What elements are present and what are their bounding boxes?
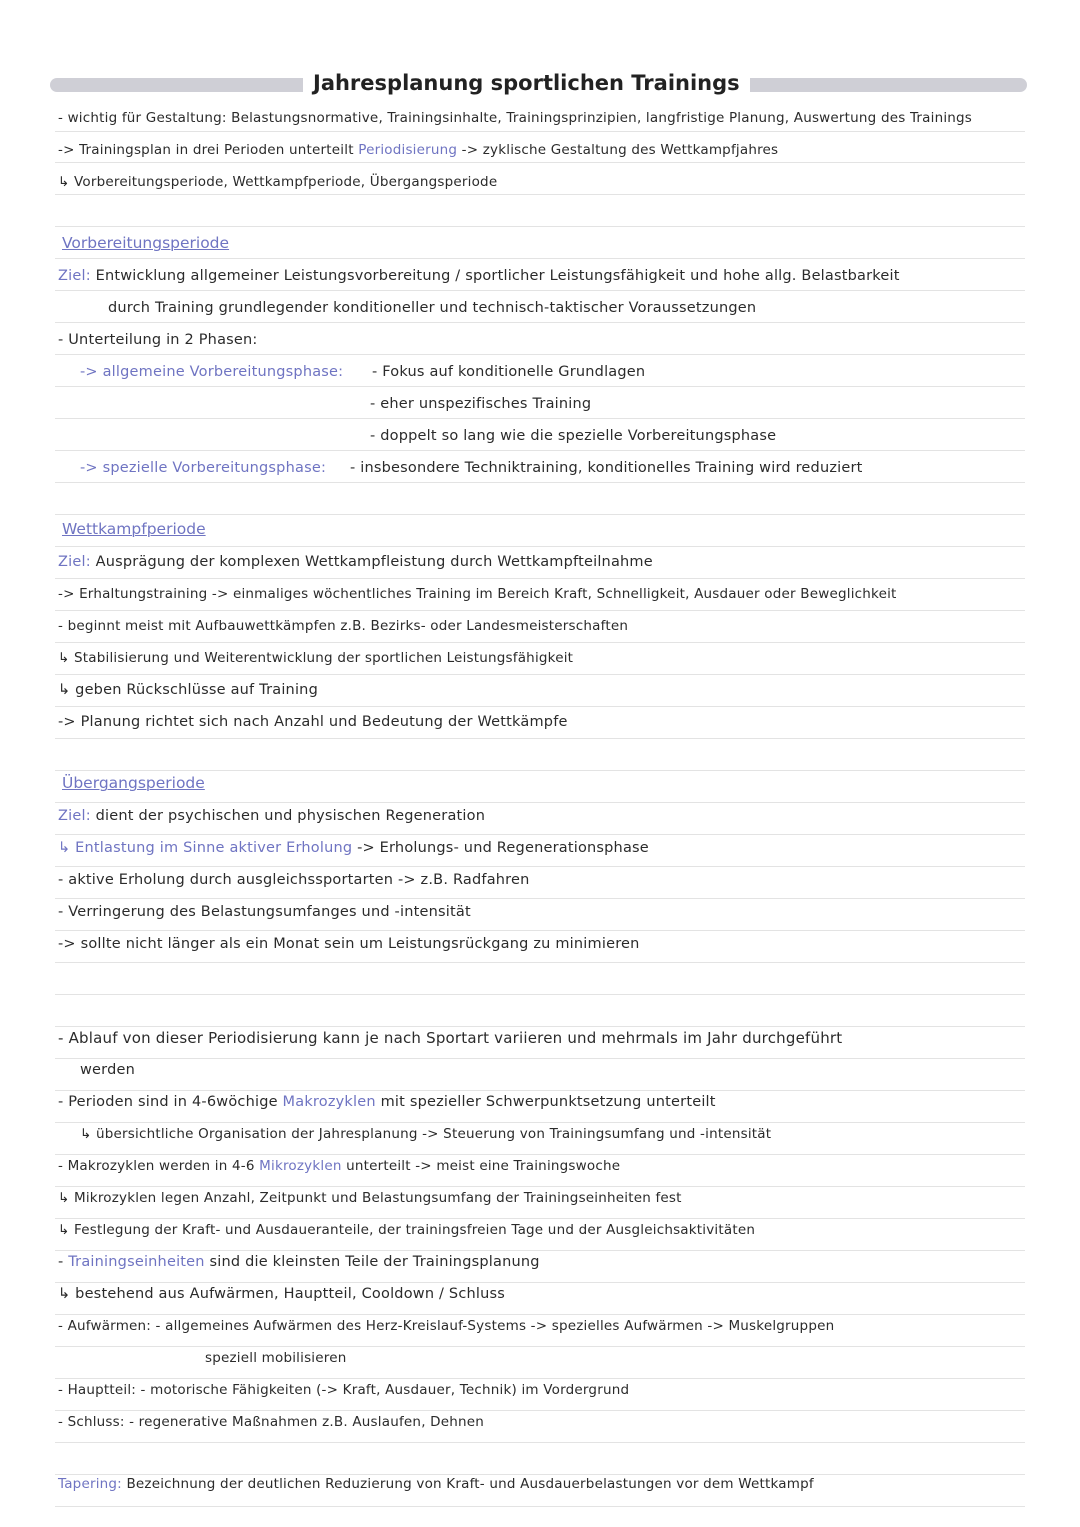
ablauf-line-8 [58, 1252, 540, 1272]
intro-line-2-tail: -> zyklische Gestaltung des Wettkampfjahres [461, 142, 779, 158]
heading-wettkampfperiode: Wettkampfperiode [62, 520, 206, 538]
ablauf-line-10: - Aufwärmen: - allgemeines Aufwärmen des Herz-Kreislauf-Systems -> spezielles Aufwärmen -> Muskelgruppen [58, 1318, 835, 1334]
vorbereitung-unterteilung: - Unterteilung in 2 Phasen: [58, 332, 258, 348]
page-title: Jahresplanung sportlichen Trainings [303, 68, 750, 98]
intro-line-2-text: -> Trainingsplan in drei Perioden unterteilt [58, 142, 354, 158]
entlastung-tail: -> Erholungs- und Regenerationsphase [357, 840, 649, 856]
ablauf-line-12: - Hauptteil: - motorische Fähigkeiten (-> Kraft, Ausdauer, Technik) im Vordergrund [58, 1382, 630, 1398]
uebergang-ziel [58, 806, 485, 826]
wettkampf-line-4: ↳ geben Rückschlüsse auf Training [58, 682, 318, 698]
heading-uebergangsperiode: Übergangsperiode [62, 774, 205, 792]
periodisierung-term: Periodisierung [358, 142, 458, 158]
heading-vorbereitungsperiode: Vorbereitungsperiode [62, 234, 230, 252]
ablauf-line-3 [58, 1092, 716, 1112]
allgemeine-phase-label: -> allgemeine Vorbereitungsphase: [80, 364, 344, 380]
wettkampf-ziel-text: Ausprägung der komplexen Wettkampfleistung durch Wettkampfteilnahme [95, 554, 653, 570]
ziel-label: Ziel: [58, 808, 91, 824]
wettkampf-line-3: ↳ Stabilisierung und Weiterentwicklung der sportlichen Leistungsfähigkeit [58, 650, 574, 666]
spezielle-phase-point-1: - insbesondere Techniktraining, konditionelles Training wird reduziert [350, 460, 863, 476]
uebergang-line-1: - aktive Erholung durch ausgleichssportarten -> z.B. Radfahren [58, 872, 530, 888]
ablauf-line-5-c: unterteilt -> meist eine Trainingswoche [346, 1158, 621, 1174]
mikrozyklen-term: Mikrozyklen [259, 1158, 342, 1174]
wettkampf-ziel [58, 552, 653, 572]
ablauf-line-4: ↳ übersichtliche Organisation der Jahresplanung -> Steuerung von Trainingsumfang und -intensität [80, 1126, 772, 1142]
intro-line-3: ↳ Vorbereitungsperiode, Wettkampfperiode, Übergangsperiode [58, 174, 498, 190]
intro-line-2 [58, 140, 778, 160]
allgemeine-phase-point-1: - Fokus auf konditionelle Grundlagen [372, 364, 646, 380]
makrozyklen-term: Makrozyklen [282, 1094, 376, 1110]
vorbereitung-ziel-cont: durch Training grundlegender konditioneller und technisch-taktischer Voraussetzungen [108, 300, 757, 316]
ablauf-line-5-a: - Makrozyklen werden in 4-6 [58, 1158, 255, 1174]
trainingseinheiten-term: Trainingseinheiten [68, 1254, 205, 1270]
ablauf-line-6: ↳ Mikrozyklen legen Anzahl, Zeitpunkt und Belastungsumfang der Trainingseinheiten fest [58, 1190, 682, 1206]
wettkampf-line-5: -> Planung richtet sich nach Anzahl und Bedeutung der Wettkämpfe [58, 714, 568, 730]
ablauf-line-11: speziell mobilisieren [205, 1350, 347, 1366]
ablauf-line-3-a: - Perioden sind in 4-6wöchige [58, 1094, 278, 1110]
tapering-label: Tapering: [58, 1476, 122, 1492]
tapering-text: Bezeichnung der deutlichen Reduzierung von Kraft- und Ausdauerbelastungen vor dem Wettkampf [126, 1476, 814, 1492]
uebergang-entlastung [58, 838, 649, 858]
ablauf-line-8-c: sind die kleinsten Teile der Trainingsplanung [209, 1254, 540, 1270]
allgemeine-phase-point-2: - eher unspezifisches Training [370, 396, 592, 412]
uebergang-line-3: -> sollte nicht länger als ein Monat sein um Leistungsrückgang zu minimieren [58, 936, 640, 952]
spezielle-phase-label: -> spezielle Vorbereitungsphase: [80, 460, 327, 476]
ziel-label: Ziel: [58, 268, 91, 284]
ziel-label: Ziel: [58, 554, 91, 570]
intro-line-1: - wichtig für Gestaltung: Belastungsnormative, Trainingsinhalte, Trainingsprinzipien, langfristige Planung, Auswertung des Trainings [58, 110, 973, 126]
entlastung-term: ↳ Entlastung im Sinne aktiver Erholung [58, 840, 353, 856]
ablauf-line-3-c: mit spezieller Schwerpunktsetzung unterteilt [380, 1094, 716, 1110]
tapering-line [58, 1474, 814, 1494]
ablauf-line-5 [58, 1156, 620, 1176]
wettkampf-line-1: -> Erhaltungstraining -> einmaliges wöchentliches Training im Bereich Kraft, Schnelligkeit, Ausdauer oder Beweglichkeit [58, 586, 897, 602]
ablauf-line-13: - Schluss: - regenerative Maßnahmen z.B. Auslaufen, Dehnen [58, 1414, 485, 1430]
vorbereitung-ziel-text: Entwicklung allgemeiner Leistungsvorbereitung / sportlicher Leistungsfähigkeit und hohe allg. Belastbarkeit [95, 268, 900, 284]
allgemeine-phase-point-3: - doppelt so lang wie die spezielle Vorbereitungsphase [370, 428, 777, 444]
wettkampf-line-2: - beginnt meist mit Aufbauwettkämpfen z.B. Bezirks- oder Landesmeisterschaften [58, 618, 629, 634]
uebergang-ziel-text: dient der psychischen und physischen Regeneration [95, 808, 486, 824]
ablauf-line-9: ↳ bestehend aus Aufwärmen, Hauptteil, Cooldown / Schluss [58, 1286, 506, 1302]
uebergang-line-2: - Verringerung des Belastungsumfanges und -intensität [58, 904, 471, 920]
ablauf-line-7: ↳ Festlegung der Kraft- und Ausdaueranteile, der trainingsfreien Tage und der Ausgleichsaktivitäten [58, 1222, 756, 1238]
ablauf-line-1: - Ablauf von dieser Periodisierung kann je nach Sportart variieren und mehrmals im Jahr durchgeführt [58, 1029, 843, 1047]
ablauf-line-8-a: - [58, 1254, 69, 1270]
vorbereitung-ziel [58, 266, 900, 286]
ablauf-line-2: werden [80, 1062, 136, 1078]
